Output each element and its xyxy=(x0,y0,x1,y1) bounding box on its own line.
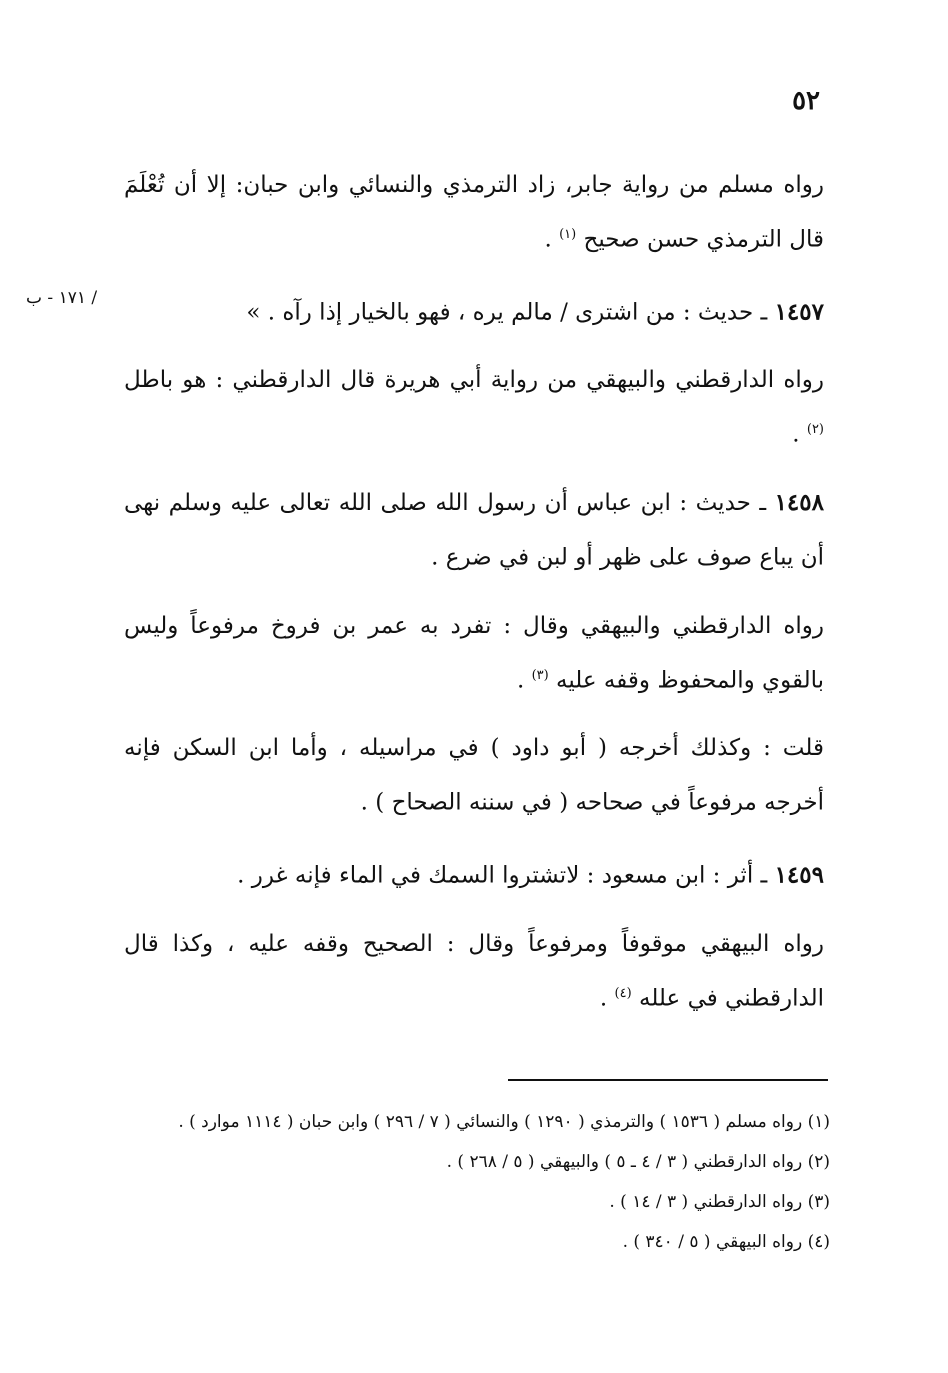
paragraph-end: . xyxy=(516,667,532,694)
paragraph xyxy=(124,283,824,338)
footnote: (٤) رواه البيهقي ( ٥ / ٣٤٠ ) . xyxy=(622,1232,830,1252)
paragraph-text: ـ حديث : ابن عباس أن رسول الله صلى الله تعالى عليه وسلم نهى أن يباع صوف على ظهر أو لبن في ضرع . xyxy=(124,489,824,571)
footnote-separator xyxy=(508,1079,828,1081)
footnote-marker: (١) xyxy=(559,227,577,242)
paragraph xyxy=(124,601,824,706)
footnote: (١) رواه مسلم ( ١٥٣٦ ) والترمذي ( ١٢٩٠ ) والنسائي ( ٧ / ٢٩٦ ) وابن حبان ( ١١١٤ موارد ) . xyxy=(178,1112,830,1132)
paragraph xyxy=(124,846,824,901)
footnote-marker: (٤) xyxy=(614,985,632,1001)
paragraph-text: رواه البيهقي موقوفاً ومرفوعاً وقال : الصحيح وقفه عليه ، وكذا قال الدارقطني في علله xyxy=(124,930,824,1012)
footnote: (٣) رواه الدارقطني ( ٣ / ١٤ ) . xyxy=(609,1192,830,1212)
paragraph xyxy=(124,355,824,460)
paragraph xyxy=(124,478,824,583)
paragraph-text: رواه الدارقطني والبيهقي من رواية أبي هريرة قال الدارقطني : هو باطل xyxy=(124,367,824,394)
footnotes xyxy=(140,1102,830,1262)
paragraph-text: رواه مسلم من رواية جابر، زاد الترمذي والنسائي وابن حبان: إلا أن تُعْلَمَ قال الترمذي حسن صحيح xyxy=(124,172,824,253)
paragraph-text: قلت : وكذلك أخرجه ( أبو داود ) في مراسيله ، وأما ابن السكن فإنه أخرجه مرفوعاً في صحاحه ( في سننه الصحاح ) . xyxy=(124,735,824,816)
paragraph-text: رواه الدارقطني والبيهقي وقال : تفرد به عمر بن فروخ مرفوعاً وليس بالقوي والمحفوظ وقفه عليه xyxy=(124,612,824,694)
paragraph-text: ـ حديث : من اشترى / مالم يره ، فهو بالخيار إذا رآه . » xyxy=(246,299,775,326)
main-text xyxy=(124,160,824,1041)
paragraph xyxy=(124,160,824,265)
paragraph xyxy=(124,919,824,1024)
page-number: ٥٢ xyxy=(792,86,820,116)
hadith-number: ١٤٥٨ xyxy=(774,488,824,516)
paragraph xyxy=(124,723,824,828)
footnote: (٢) رواه الدارقطني ( ٣ / ٤ ـ ٥ ) والبيهقي ( ٥ / ٢٦٨ ) . xyxy=(446,1152,830,1172)
paragraph-end: . xyxy=(792,421,807,448)
paragraph-end: . xyxy=(599,985,615,1012)
paragraph-end: . xyxy=(544,226,560,253)
paragraph-text: ـ أثر : ابن مسعود : لاتشتروا السمك في الماء فإنه غرر . xyxy=(237,862,775,889)
footnote-marker: (٣) xyxy=(531,667,549,683)
footnote-marker: (٢) xyxy=(806,422,824,438)
hadith-number: ١٤٥٧ xyxy=(774,298,824,326)
hadith-number: ١٤٥٩ xyxy=(774,861,824,889)
manuscript-folio-reference: / ١٧١ - ب xyxy=(26,288,98,308)
